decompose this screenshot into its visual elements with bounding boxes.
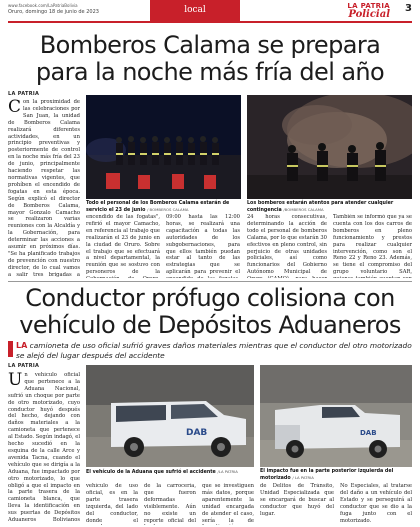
aduana-caption-1	[86, 469, 254, 476]
bomberos-caption-2	[247, 201, 412, 214]
caption1-credit: / BOMBEROS CALAMA	[147, 207, 189, 212]
bomberos-photo-1	[86, 95, 241, 199]
caption3-credit: /LA PATRIA	[217, 469, 238, 474]
caption4-text: El impacto fue en la parte posterior izquierda del motorizado	[260, 469, 394, 481]
story1-headline-line2: para la noche más fría del año	[35, 58, 385, 86]
story2-headline-line2: vehículo de Depósitos Aduaneros	[19, 311, 401, 339]
story1-dropcap: C	[8, 99, 22, 117]
story2-column-6: No Especiales, al tratarse del daño a un vehículo del Estado y se perseguirá al conductor que se dio a la fuga junto con el motorizado.	[340, 483, 412, 524]
story2-headline	[8, 285, 412, 339]
story-divider	[8, 281, 412, 282]
story1-column-5: También se informó que ya se cuenta con los dos carros de bomberos en pleno funcionamiento y prestos para realizar cualquier intervención, como son el Reno 22 y Reno 23. Además, se tiene el compromiso del grupo voluntario SAR,	[333, 214, 412, 276]
header-rule	[8, 21, 412, 23]
lead-accent-bar	[8, 341, 13, 357]
aduana-truck-photo-1	[86, 365, 254, 467]
bomberos-caption-1	[86, 201, 241, 214]
svg-text:DAB: DAB	[360, 429, 377, 437]
story2-headline-line1: Conductor prófugo colisiona con	[25, 284, 395, 312]
story2-column-4: que se investiguen más datos, porque aparentemente la unidad encargada de atender el caso, sería la de	[202, 483, 254, 524]
bomberos-formation-image	[86, 95, 241, 199]
caption3-text: El vehículo de la Aduana que sufrió el accidente	[86, 470, 216, 475]
page-header	[0, 0, 420, 30]
caption4-credit: / LA PATRIA	[292, 475, 314, 480]
story1-column-2: encendido de las fogatas", refirió el mayor Camacho, en referencia al trabajo que realizarán el 23 de junio en la ciudad de Oruro. Sobre el trabajo que se efectuará a nivel departamental, la reunión que se sostuvo con personeros de la	[86, 214, 160, 276]
aduana-truck-image-1	[86, 365, 254, 467]
story1-col1a: on la proximidad de las celebraciones por San Juan, la unidad de Bomberos Calama realizará diferentes actividades, en un principio preventivas y posteriormente de control en la noche más fría del 23 de junio, principalmente haciendo respetar las normativas vigentes, que prohíben el encendido de fogatas en esta época. Según explicó el director de Bomberos Calama, mayor Gonzalo Camacho se realizaron varias reuniones con la Alcaldía y la Gobernación, para determinar las acciones a asumir en próximos días.	[8, 99, 80, 251]
header-date: Oruro, domingo 18 de junio de 2023	[8, 9, 99, 15]
story2-column-1	[8, 372, 80, 522]
page-number: 3	[405, 3, 412, 14]
caption2-text: Los bomberos estarán atentos para atender cualquier contingencia	[247, 201, 394, 213]
story1-headline	[8, 32, 412, 86]
caption1-text: Todo el personal de los Bomberos Calama estarán de servicio el 23 de junio	[86, 201, 230, 213]
story2-col2pre: vehículo de uso oficial, es en la parte trasera izquierda, del lado del conductor, donde el	[86, 483, 138, 524]
story1-column-3: 09:00 hasta las 12:00 horas, se realizará una capacitación a todas las autoridades de los subgobernaciones, para que ellos también puedan estar al tanto de las estrategias que se aplicarán para prevenir el	[166, 214, 240, 276]
caption2-credit: /BOMBEROS CALAMA	[283, 207, 324, 212]
story1-byline: LA PATRIA	[8, 91, 40, 97]
lead-text: camioneta de uso oficial sufrió graves daños materiales mientras que el conductor del otro motorizado se alejó del lugar después del accidente	[16, 341, 412, 360]
section-label: local	[150, 0, 240, 21]
story2-byline: LA PATRIA	[8, 363, 40, 369]
story2-column-2	[86, 483, 138, 525]
story1-col1b: "Se ha planificado trabajos de prevención con nuestro director, de lo cual vamos a salir tres brigadas a	[8, 250, 80, 278]
brand-name: LA PATRIA	[347, 2, 390, 10]
aduana-truck-image-2	[260, 365, 412, 467]
svg-text:DAB: DAB	[186, 428, 208, 438]
lead-first-word: LA	[16, 341, 28, 350]
story1-headline-line1: Bomberos Calama se prepara	[39, 31, 381, 59]
story2-column-3: de la carrocería, que fueron deformadas visiblemente. Aún no existe un reporte oficial del	[144, 483, 196, 524]
story2-dropcap: U	[8, 372, 23, 390]
story1-column-4: 24 horas consecutivas, determinando la acción de todo el personal de bomberos Calama, por lo que estarán 30 efectivos en pleno control, sin perjuicio de otras unidades policiales, así como funcionarios del Gobierno Autónomo Municipal de	[247, 214, 327, 276]
bomberos-smoke-image	[247, 95, 412, 199]
aduana-truck-photo-2	[260, 365, 412, 467]
story2-col1: n vehículo oficial que pertenece a la Aduana Nacional, sufrió un choque por parte de otro motorizado, cuyo conductor huyó después del hecho, dejando con daños materiales a la camioneta que pertenece al Estado. Según indagó, el hecho sucedió en la esquina de la calle Arce y avenida Tacna, cuando el vehículo que se dirigía a la Aduana, fue impactado por otro motorizado, lo que obligó a que el impacto en la parte trasera de la camioneta blanca, que lleva la identificación en sus puertas de Depósitos Aduaneros Bolivianos	[8, 372, 80, 522]
aduana-caption-2	[260, 469, 412, 482]
story1-column-1	[8, 99, 80, 279]
story2-column-5: de Delitos de Tránsito, Unidad Especializada que se encargará de buscar al conductor que huyó del lugar.	[260, 483, 334, 517]
brand-section: Policial	[348, 9, 390, 20]
bomberos-photo-2	[247, 95, 412, 199]
story2-lead	[8, 341, 412, 360]
header-url[interactable]: www.facebook.com/LaPatriaBolivia	[8, 3, 78, 8]
